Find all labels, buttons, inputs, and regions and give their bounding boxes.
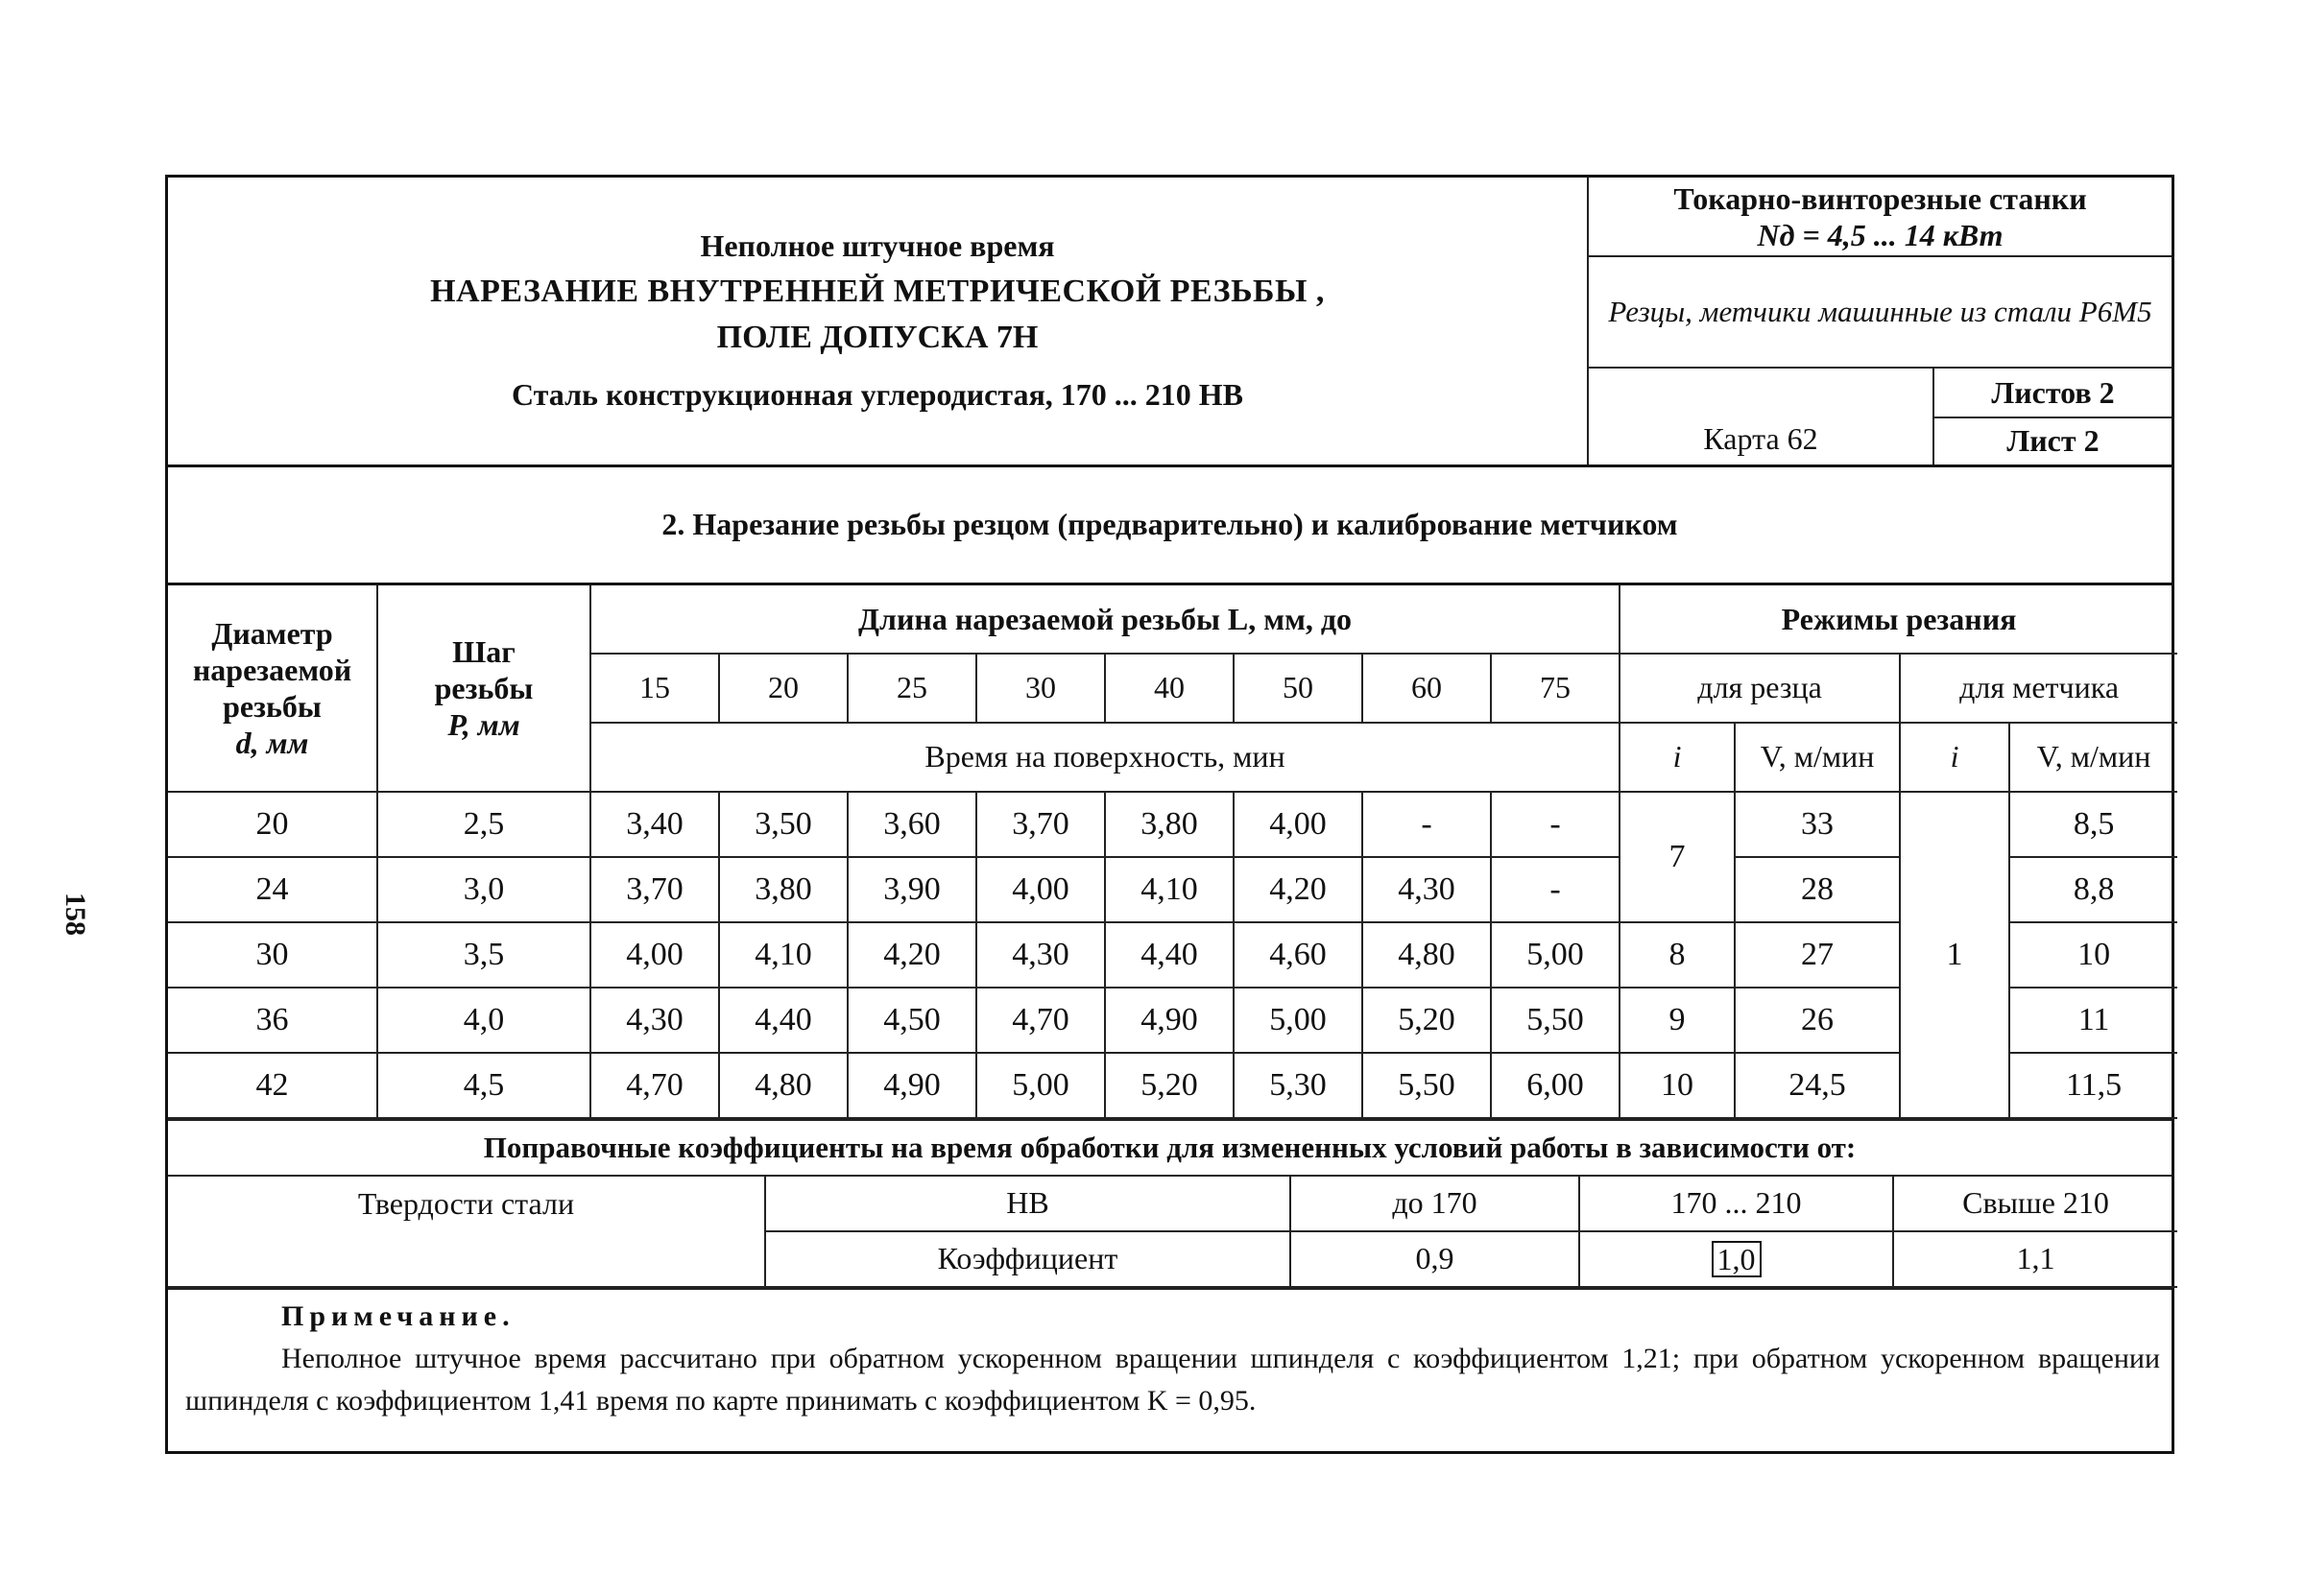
cell-time: 4,90 xyxy=(1105,988,1234,1053)
hb-label: НВ xyxy=(765,1177,1290,1231)
length-75: 75 xyxy=(1491,654,1620,723)
length-60: 60 xyxy=(1362,654,1491,723)
cell-time: 5,50 xyxy=(1491,988,1620,1053)
diameter-header xyxy=(168,585,377,792)
pitch-header-line: резьбы xyxy=(434,670,534,705)
length-30: 30 xyxy=(976,654,1105,723)
length-20: 20 xyxy=(719,654,848,723)
cell-time: 4,60 xyxy=(1234,922,1362,988)
cutter-v-header: V, м/мин xyxy=(1735,723,1900,792)
cell-time: 4,30 xyxy=(590,988,719,1053)
cell-time: 4,10 xyxy=(719,922,848,988)
cutter-i-header: i xyxy=(1620,723,1735,792)
sheet-number: Лист 2 xyxy=(1933,417,2172,465)
section-title: 2. Нарезание резьбы резцом (предварительно) и калибрование метчиком xyxy=(168,467,2172,585)
machine-line2: Nд = 4,5 ... 14 кВт xyxy=(1757,217,2004,252)
cell-d: 30 xyxy=(168,922,377,988)
cell-p: 3,0 xyxy=(377,857,590,922)
cell-cutter-v: 28 xyxy=(1735,857,1900,922)
cell-cutter-v: 24,5 xyxy=(1735,1053,1900,1118)
length-25: 25 xyxy=(848,654,976,723)
diameter-header-line: резьбы xyxy=(223,688,322,724)
machine-line1: Токарно-винторезные станки xyxy=(1673,180,2087,216)
cell-time: 4,10 xyxy=(1105,857,1234,922)
table-row xyxy=(168,1053,2177,1118)
cell-time: 4,70 xyxy=(976,988,1105,1053)
sheets-total: Листов 2 xyxy=(1933,368,2172,417)
pitch-header-line: P, мм xyxy=(447,706,520,742)
cell-time: 4,70 xyxy=(590,1053,719,1118)
card-number: Карта 62 xyxy=(1588,368,1933,465)
note-title: Примечание. xyxy=(281,1299,516,1332)
cell-time: 3,80 xyxy=(719,857,848,922)
machine-cell xyxy=(1588,178,2172,256)
table-row xyxy=(168,922,2177,988)
cell-p: 4,5 xyxy=(377,1053,590,1118)
cutter-header: для резца xyxy=(1620,654,1900,723)
range-cell: до 170 xyxy=(1290,1177,1579,1231)
length-15: 15 xyxy=(590,654,719,723)
table-row xyxy=(168,857,2177,922)
main-table xyxy=(168,585,2177,1119)
cell-time: 6,00 xyxy=(1491,1053,1620,1118)
cell-time: 4,00 xyxy=(976,857,1105,922)
diameter-header-line: нарезаемой xyxy=(192,652,352,687)
coef-value-boxed: 1,0 xyxy=(1712,1241,1762,1277)
cell-cutter-i: 7 xyxy=(1620,792,1735,922)
correction-table xyxy=(168,1177,2177,1288)
pitch-header xyxy=(377,585,590,792)
cell-time: 3,70 xyxy=(590,857,719,922)
cell-time: 3,60 xyxy=(848,792,976,857)
cell-tap-v: 8,5 xyxy=(2009,792,2177,857)
note-text: Неполное штучное время рассчитано при обратном ускоренном вращении шпинделя с коэффициентом 1,21; при обратном ускоренном вращении шпинделя с коэффициентом 1,41 время по карте принимать с коэффициентом K = 0,95. xyxy=(185,1342,2160,1417)
length-header: Длина нарезаемой резьбы L, мм, до xyxy=(590,585,1620,654)
diameter-header-line: Диаметр xyxy=(211,615,333,651)
cell-time: 5,30 xyxy=(1234,1053,1362,1118)
cell-time: 3,50 xyxy=(719,792,848,857)
header-title-line1: НАРЕЗАНИЕ ВНУТРЕННЕЙ МЕТРИЧЕСКОЙ РЕЗЬБЫ , xyxy=(430,274,1325,310)
note-block xyxy=(168,1288,2172,1422)
cell-time: - xyxy=(1362,792,1491,857)
cell-time: 4,90 xyxy=(848,1053,976,1118)
table-row xyxy=(168,988,2177,1053)
cell-time: 4,30 xyxy=(976,922,1105,988)
cell-time: 5,20 xyxy=(1362,988,1491,1053)
header-title-block xyxy=(168,178,1588,465)
cell-time: 4,80 xyxy=(719,1053,848,1118)
cell-time: 5,50 xyxy=(1362,1053,1491,1118)
coef-cell: 1,1 xyxy=(1893,1231,2177,1287)
cell-time: 5,00 xyxy=(1234,988,1362,1053)
cell-cutter-i: 10 xyxy=(1620,1053,1735,1118)
cell-time: 5,00 xyxy=(1491,922,1620,988)
cell-tap-v: 10 xyxy=(2009,922,2177,988)
range-cell: 170 ... 210 xyxy=(1579,1177,1893,1231)
cell-time: 3,40 xyxy=(590,792,719,857)
cell-p: 4,0 xyxy=(377,988,590,1053)
cell-cutter-v: 33 xyxy=(1735,792,1900,857)
pitch-header-line: Шаг xyxy=(452,633,516,669)
cell-time: 4,40 xyxy=(1105,922,1234,988)
cell-time: 3,90 xyxy=(848,857,976,922)
tap-header: для метчика xyxy=(1900,654,2177,723)
tap-i-header: i xyxy=(1900,723,2009,792)
cell-time: 4,30 xyxy=(1362,857,1491,922)
cell-time: 4,80 xyxy=(1362,922,1491,988)
cell-cutter-v: 26 xyxy=(1735,988,1900,1053)
modes-header: Режимы резания xyxy=(1620,585,2177,654)
cell-cutter-i: 9 xyxy=(1620,988,1735,1053)
cell-d: 36 xyxy=(168,988,377,1053)
cell-tap-v: 8,8 xyxy=(2009,857,2177,922)
cell-time: 5,00 xyxy=(976,1053,1105,1118)
coef-cell-boxed xyxy=(1579,1231,1893,1287)
cell-d: 20 xyxy=(168,792,377,857)
cell-time: 3,70 xyxy=(976,792,1105,857)
cell-time: 4,00 xyxy=(590,922,719,988)
cell-p: 3,5 xyxy=(377,922,590,988)
range-cell: Свыше 210 xyxy=(1893,1177,2177,1231)
header-material: Сталь конструкционная углеродистая, 170 ... 210 НВ xyxy=(511,377,1243,413)
cell-time: 4,50 xyxy=(848,988,976,1053)
factor-label: Твердости стали xyxy=(168,1177,765,1287)
cell-time: 4,40 xyxy=(719,988,848,1053)
table-row xyxy=(168,792,2177,857)
cell-time: 4,20 xyxy=(1234,857,1362,922)
tap-v-header: V, м/мин xyxy=(2009,723,2177,792)
cell-time: 3,80 xyxy=(1105,792,1234,857)
cell-d: 24 xyxy=(168,857,377,922)
cell-p: 2,5 xyxy=(377,792,590,857)
cell-cutter-v: 27 xyxy=(1735,922,1900,988)
cell-time: 4,20 xyxy=(848,922,976,988)
cell-time: 5,20 xyxy=(1105,1053,1234,1118)
page-number: 158 xyxy=(60,893,91,936)
cell-tap-i: 1 xyxy=(1900,792,2009,1118)
header-title-line2: ПОЛЕ ДОПУСКА 7Н xyxy=(716,320,1039,356)
diameter-header-line: d, мм xyxy=(235,725,309,760)
header-table xyxy=(168,178,2172,467)
header-subtitle: Неполное штучное время xyxy=(700,228,1055,264)
document-frame xyxy=(165,175,2174,1454)
cell-time: - xyxy=(1491,857,1620,922)
cell-cutter-i: 8 xyxy=(1620,922,1735,988)
coef-label: Коэффициент xyxy=(765,1231,1290,1287)
tools-cell: Резцы, метчики машинные из стали Р6М5 xyxy=(1588,256,2172,368)
time-header: Время на поверхность, мин xyxy=(590,723,1620,792)
correction-title: Поправочные коэффициенты на время обработки для измененных условий работы в зависимости от: xyxy=(168,1119,2172,1177)
cell-time: 4,00 xyxy=(1234,792,1362,857)
cell-d: 42 xyxy=(168,1053,377,1118)
coef-cell: 0,9 xyxy=(1290,1231,1579,1287)
cell-time: - xyxy=(1491,792,1620,857)
length-50: 50 xyxy=(1234,654,1362,723)
cell-tap-v: 11 xyxy=(2009,988,2177,1053)
cell-tap-v: 11,5 xyxy=(2009,1053,2177,1118)
length-40: 40 xyxy=(1105,654,1234,723)
